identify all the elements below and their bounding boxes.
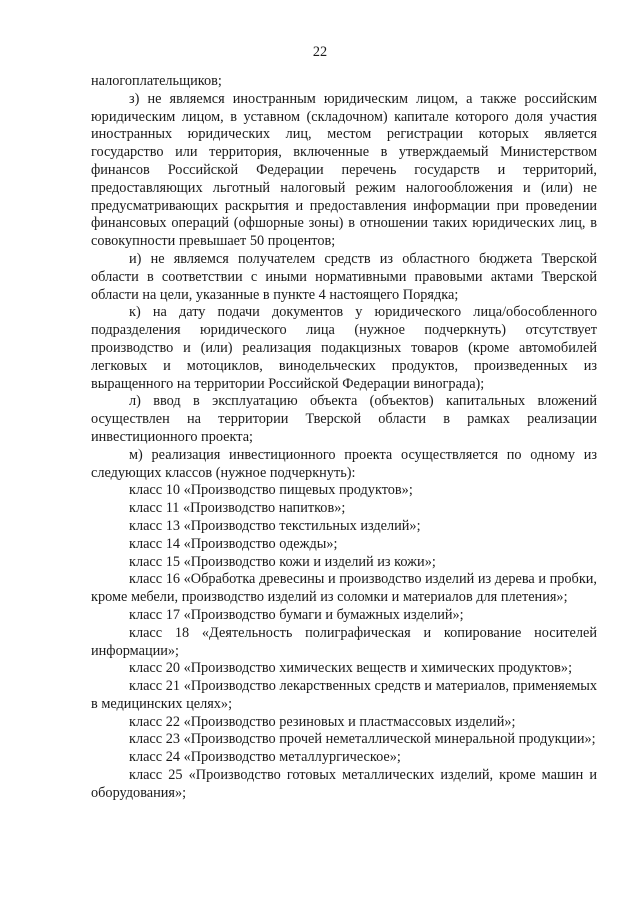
paragraph: класс 14 «Производство одежды»; — [129, 535, 338, 552]
paragraph: з) не являемся иностранным юридическим лицом, а также российским юридическим лицом, в уставном (складочном) капитале которого доля участия иностранных юридических лиц, местом регистрации которых является государство или территория, включенные в утверждаемый Министерством финансов Российской Федерации перечень государств и территорий, предоставляющих льготный налоговый режим налогообложения и (или) не предусматривающих раскрытия и предоставления информации при проведении финансовых операций (офшорные зоны) в отношении таких юридических лиц, в совокупности превышает 50 процентов; — [91, 90, 597, 250]
paragraph: класс 18 «Деятельность полиграфическая и копирование носителей информации»; — [91, 624, 597, 659]
paragraph: класс 23 «Производство прочей неметаллической минеральной продукции»; — [129, 731, 596, 748]
paragraph: м) реализация инвестиционного проекта осуществляется по одному из следующих классов (нужное подчеркнуть): — [91, 446, 597, 481]
paragraph: класс 22 «Производство резиновых и пластмассовых изделий»; — [129, 713, 516, 730]
paragraph: и) не являемся получателем средств из областного бюджета Тверской области в соответствии с иными нормативными правовыми актами Тверской области на цели, указанные в пункте 4 настоящего Порядка; — [91, 250, 597, 303]
paragraph: класс 15 «Производство кожи и изделий из кожи»; — [129, 553, 436, 570]
paragraph: класс 16 «Обработка древесины и производство изделий из дерева и пробки, кроме мебели, производство изделий из соломки и материалов для плетения»; — [91, 571, 597, 606]
paragraph: класс 21 «Производство лекарственных средств и материалов, применяемых в медицинских целях»; — [91, 678, 597, 712]
paragraph: класс 10 «Производство пищевых продуктов»; — [129, 482, 413, 499]
paragraph: класс 11 «Производство напитков»; — [129, 500, 346, 517]
paragraph: класс 25 «Производство готовых металлических изделий, кроме машин и оборудования»; — [91, 767, 597, 801]
paragraph: класс 13 «Производство текстильных изделий»; — [129, 517, 421, 534]
paragraph: класс 17 «Производство бумаги и бумажных изделий»; — [129, 606, 464, 623]
page-number: 22 — [312, 44, 328, 60]
paragraph: л) ввод в эксплуатацию объекта (объектов) капитальных вложений осуществлен на территории Тверской области в рамках реализации инвестиционного проекта; — [91, 393, 597, 445]
document-body — [91, 73, 597, 803]
paragraph: класс 20 «Производство химических веществ и химических продуктов»; — [129, 660, 573, 677]
paragraph: налогоплательщиков; — [91, 73, 222, 89]
paragraph: класс 24 «Производство металлургическое»; — [129, 749, 401, 766]
paragraph: к) на дату подачи документов у юридического лица/обособленного подразделения юридического лица (нужное подчеркнуть) отсутствует производство и (или) реализация подакцизных товаров (кроме автомобилей легковых и мотоциклов, винодельческих продуктов, произведенных из выращенного на территории Российской Федерации винограда); — [91, 304, 597, 392]
